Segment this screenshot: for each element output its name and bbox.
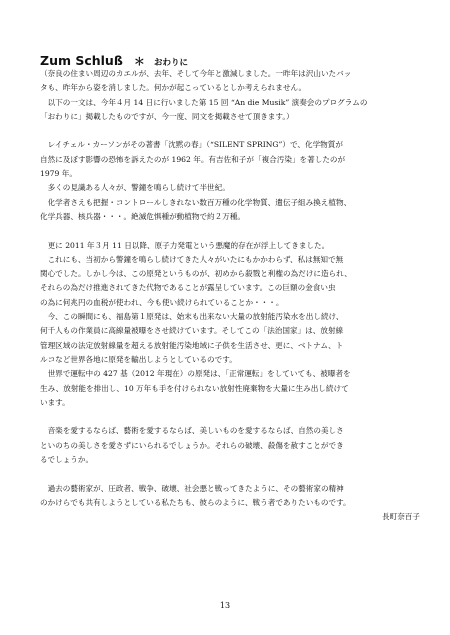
- text-line: 自然に及ぼす影響の恐怖を訴えたのが 1962 年。有吉佐和子が「複合汚染」を著したのが: [40, 154, 346, 164]
- asterisk-icon: ＊: [133, 55, 145, 68]
- text-line: タも、昨年から姿を消しました。何かが起こっているとしか考えられません。: [40, 83, 307, 93]
- text-line: 1979 年。: [40, 169, 77, 179]
- text-line: 世界で運転中の 427 基（2012 年現在）の原発は、「正常運転」をしていても、被曝者を: [40, 369, 351, 379]
- text-line: といのちの美しさを愛さずにいられるでしょうか。それらの破壊、殺傷を赦すことができ: [40, 440, 344, 450]
- page-number: 13: [219, 601, 231, 610]
- text-line: 多くの見識ある人々が、警鐘を鳴らし続けて半世紀。: [40, 183, 230, 193]
- text-line: 管理区域の法定放射線量を超える放射能汚染地域に子供を生活させ、更に、ベトナム、ト: [40, 340, 344, 350]
- paragraph-gap: [40, 467, 420, 481]
- text-line: 化学兵器、核兵器・・・。絶滅危惧種が動植物で約２万種。: [40, 211, 246, 221]
- paragraph-carson: [40, 138, 420, 224]
- text-line: 更に 2011 年３月 11 日以降、原子力発電という悪魔的存在が浮上してきました。: [40, 240, 330, 250]
- paragraph-gap: [40, 124, 420, 138]
- text-line: （奈良の住まい周辺のカエルが、去年、そして今年と激減しました。一昨年は沢山いたバッ: [40, 69, 352, 78]
- paragraph-gap: [40, 224, 420, 238]
- text-line: これにも、当初から警鐘を鳴らし続けてきた人々がいたにもかかわらず、私は無知で無: [40, 254, 344, 264]
- text-line: 音楽を愛するならば、藝術を愛するならば、美しいものを愛するならば、自然の美しさ: [40, 426, 344, 436]
- text-line: 以下の一文は、今年４月 14 日に行いました第 15 回 “An die Musik” 演奏会のプログラムの: [40, 97, 368, 107]
- text-line: のかけらでも共有しようとしている私たちも、彼らのように、戦う者でありたいものです。: [40, 497, 351, 507]
- paragraph-artists: [40, 482, 420, 511]
- text-line: 生み、放射能を排出し、10 万年も手を付けられない放射性廃棄物を大量に生み出し続けて: [40, 383, 349, 393]
- text-line: 「おわりに」掲載したものですが、今一度、同文を掲載させて頂きます。）: [40, 111, 294, 121]
- heading-title: Zum Schluß: [40, 53, 123, 68]
- heading-subtitle: おわりに: [154, 58, 189, 68]
- text-line: 関心でした。しかし今は、この原発というものが、初めから殺戮と利権の為だけに造られ、: [40, 269, 352, 279]
- paragraph-nuclear: [40, 239, 420, 411]
- text-line: 何千人もの作業員に高線量被曝をさせ続けています。そしてこの「法治国家」は、放射線: [40, 326, 344, 336]
- text-line: 化学者さえも把握・コントロールしきれない数百万種の化学物質、遺伝子組み換え植物、: [40, 197, 352, 207]
- paragraph-gap: [40, 410, 420, 424]
- text-line: 過去の藝術家が、圧政者、戦争、破壊、社会悪と戦ってきたように、その藝術家の精神: [40, 483, 344, 493]
- paragraph-intro: [40, 67, 420, 124]
- text-line: るでしょうか。: [40, 455, 94, 465]
- text-line: ルコなど世界各地に原発を輸出しようとしているのです。: [40, 354, 237, 364]
- text-line: 今、この瞬間にも、福島第１原発は、始末も出来ない大量の放射能汚染水を出し続け、: [40, 312, 344, 322]
- text-line: の為に何兆円の血税が使われ、今も使い続けられていることか・・・。: [40, 297, 284, 307]
- text-line: います。: [40, 397, 70, 407]
- text-line: それらの為だけ推進されてきた代物であることが露呈しています。この巨額の金食い虫: [40, 283, 336, 293]
- author-signature: 長町奈百子: [382, 512, 420, 522]
- paragraph-music: [40, 424, 420, 467]
- article-body: [40, 67, 420, 525]
- text-line: レイチェル・カーソンがその著書「沈黙の春」（“SILENT SPRING”）で、化学物質が: [40, 140, 343, 150]
